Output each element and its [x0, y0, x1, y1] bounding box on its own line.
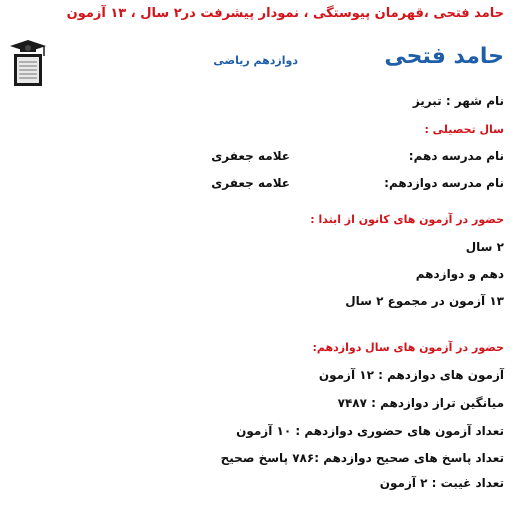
academic-year-heading: سال تحصیلی :: [424, 123, 504, 136]
grade12-exams: آزمون های دوازدهم : ۱۲ آزمون: [318, 368, 504, 382]
grade12-avg-score: میانگین تراز دوازدهم : ۷۴۸۷: [337, 396, 504, 410]
school-12-value: علامه جعفری: [211, 176, 290, 190]
grade12-absences: تعداد غیبت : ۲ آزمون: [379, 476, 504, 490]
attendance-grades: دهم و دوازدهم: [415, 267, 504, 281]
attendance-total: ۱۳ آزمون در مجموع ۲ سال: [345, 294, 504, 308]
grade-label: دوازدهم ریاضی: [213, 54, 298, 67]
graduate-book-icon: [8, 38, 48, 88]
page-banner: حامد فتحی ،قهرمان پیوستگی ، نمودار پیشرفت در۲ سال ، ۱۳ آزمون: [66, 6, 504, 21]
grade12-correct-answers: تعداد پاسخ های صحیح دوازدهم :۷۸۶ پاسخ صحیح: [220, 451, 504, 465]
attendance-grade12-heading: حضور در آزمون های سال دوازدهم:: [312, 341, 504, 354]
attendance-start-heading: حضور در آزمون های کانون از ابتدا :: [310, 213, 504, 226]
attendance-years: ۲ سال: [465, 240, 504, 254]
school-12-label: نام مدرسه دوازدهم:: [384, 176, 504, 190]
city-row: نام شهر : تبریز: [412, 94, 504, 108]
school-10-label: نام مدرسه دهم:: [408, 149, 504, 163]
grade12-in-person: تعداد آزمون های حضوری دوازدهم : ۱۰ آزمون: [236, 424, 504, 438]
school-10-value: علامه جعفری: [211, 149, 290, 163]
student-name-title: حامد فتحی: [384, 44, 504, 69]
